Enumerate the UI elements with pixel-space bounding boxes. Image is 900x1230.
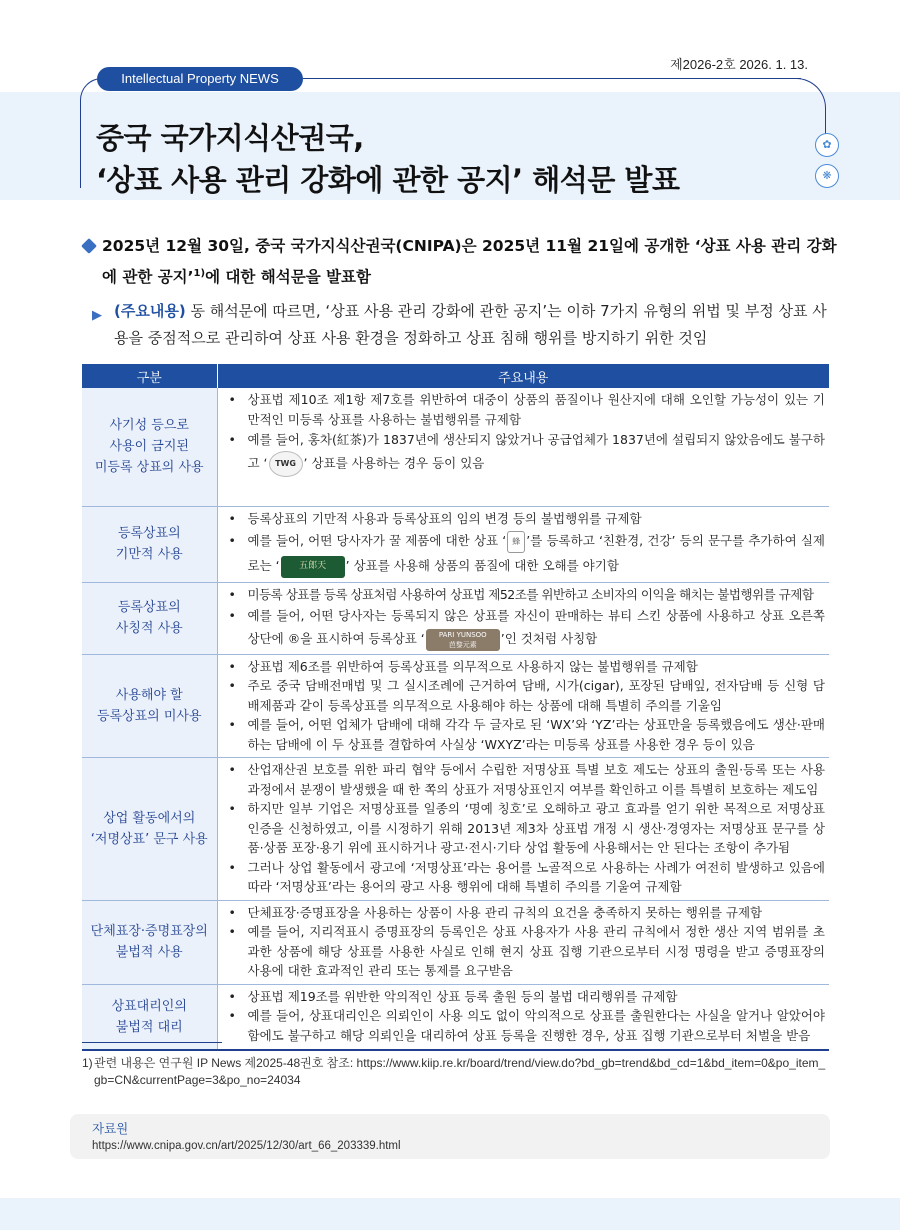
list-item: • 산업재산권 보호를 위한 파리 협약 등에서 수립한 저명상표 특별 보호 제도는 상표의 출원·등록 또는 사용 과정에서 분쟁이 발생했을 때 한 쪽의 상표가 저명상표인지 여부를 확인하고 이를 특별히 보호하는 제도임 [226,760,826,799]
category-label: 사기성 등으로 사용이 금지된 미등록 상표의 사용 [94,418,204,476]
category-label: 사용해야 할 등록상표의 미사용 [96,687,202,724]
table-row [82,984,829,1050]
frame-line-top [303,78,801,90]
list-item: • 하지만 일부 기업은 저명상표를 일종의 ‘명예 칭호’로 오해하고 광고 효과를 얻기 위한 목적으로 저명상표 인증을 신청하였고, 이를 시정하기 위해 2013년 제3차 상표법 개정 시 생산·경영자는 저명상표 문구를 상품·상품 포장·용기 위에 표시하거나 광고·전시·기타 상업 활동에 사용해서는 안 된다는 조항이 추가됨 [226,799,826,858]
category-label: 등록상표의 기만적 사용 [115,526,183,562]
footnote-text[interactable]: 관련 내용은 연구원 IP News 제2025-48권호 참조: https://www.kiip.re.kr/board/trend/view.do?bd_gb=trend&bd_cd=1&bd_item=0&po_item_gb=CN&currentPage=3&po_no=24034 [94,1056,826,1087]
newsletter-badge: Intellectual Property NEWS [97,67,303,91]
footer-band [0,1198,900,1230]
sub-paragraph [92,298,837,352]
green-trademark-image: 五郎天 [281,556,345,578]
category-label: 상업 활동에서의 ‘저명상표’ 문구 사용 [90,810,208,847]
footnote [82,1055,830,1089]
violation-types-table [82,364,829,1051]
list-item: • 상표법 제10조 제1항 제7호를 위반하여 대중이 상품의 품질이나 원산지에 대해 오인할 가능성이 있는 기만적인 미등록 상표를 사용하는 불법행위를 규제함 [226,390,826,429]
row-category [82,388,217,506]
row-category [82,984,217,1050]
lead-paragraph [82,233,842,291]
table-row [82,900,829,984]
row-category [82,506,217,582]
list-item: • 단체표장·증명표장을 사용하는 상품이 사용 관리 규칙의 요건을 충족하지 못하는 행위를 규제함 [226,903,826,923]
title-line-2: ‘상표 사용 관리 강화에 관한 공지’ 해석문 발표 [96,163,680,197]
list-item: • 예를 들어, 어떤 업체가 담배에 대해 각각 두 글자로 된 ‘WX’와 ‘YZ’라는 상표만을 등록했음에도 생산·판매하는 담배에 이 두 상표를 결합하여 사실상 ‘WXYZ’라는 미등록 상표를 사용한 경우 등이 있음 [226,715,826,754]
list-item: • 주로 중국 담배전매법 및 그 실시조례에 근거하여 담배, 시가(cigar), 포장된 담배잎, 전자담배 등 신형 담배제품과 같이 등록상표를 의무적으로 사용해야 하는 상품에 대해 특별히 주의를 기울임 [226,676,826,715]
category-label: 단체표장·증명표장의 불법적 사용 [90,924,208,960]
footnote-ref[interactable]: 1) [193,268,206,279]
list-item: • 상표법 제6조를 위반하여 등록상표를 의무적으로 사용하지 않는 불법행위를 규제함 [226,657,826,677]
sub-highlight: (주요내용) [114,302,186,320]
row-category [82,758,217,901]
twg-logo-image: TWG [269,451,303,477]
source-link[interactable]: https://www.cnipa.gov.cn/art/2025/12/30/art_66_203339.html [92,1140,401,1152]
list-item: • 예를 들어, 어떤 당사자가 꿀 제품에 대한 상표 ‘ 蜂 ’를 등록하고 ‘친환경, 건강’ 등의 문구를 추가하여 실제로는 ‘ 五郎天 ’ 상표를 사용해 상품의 품질에 대한 오해를 야기함 [226,528,826,578]
table-header-row [82,364,829,388]
network-icon: ❋ [815,164,839,188]
issue-info: 제2026-2호 2026. 1. 13. [670,57,808,72]
row-category [82,654,217,758]
list-item: • 그러나 상업 활동에서 광고에 ‘저명상표’라는 용어를 노골적으로 사용하는 사례가 여전히 발생하고 있음에 따라 ‘저명상표’라는 용어의 광고 사용 행위에 대해 특별히 주의를 기울여 규제함 [226,858,826,897]
triangle-bullet-icon: ▶ [92,308,102,323]
footnote-divider [82,1042,222,1043]
category-label: 상표대리인의 불법적 대리 [111,998,187,1035]
lead-text: 2025년 12월 30일, 중국 국가지식산권국(CNIPA)은 2025년 11월 21일에 공개한 ‘상표 사용 관리 강화에 관한 공지’ [102,237,837,287]
col-header-content: 주요내용 [217,364,829,388]
source-box [70,1114,830,1159]
table-row [82,582,829,654]
col-header-category: 구분 [82,364,217,388]
list-item: • 상표법 제19조를 위반한 악의적인 상표 등록 출원 등의 불법 대리행위를 규제함 [226,987,826,1007]
list-item: • 예를 들어, 어떤 당사자는 등록되지 않은 상표를 자신이 판매하는 뷰티 스킨 상품에 사용하고 상표 오른쪽 상단에 ®을 표시하여 등록상표 ‘ PARI YUNSOO 芭黎元素 ’인 것처럼 사칭함 [226,604,826,651]
row-category [82,900,217,984]
table-row [82,388,829,506]
lead-text-end: 에 대한 해석문을 발표함 [205,268,371,287]
source-label: 자료원 [92,1122,129,1136]
page-title [96,117,679,201]
list-item: • 미등록 상표를 등록 상표처럼 사용하여 상표법 제52조를 위반하고 소비자의 이익을 해치는 불법행위를 규제함 [226,585,826,605]
pari-yunsoo-logo-image: PARI YUNSOO 芭黎元素 [426,629,500,651]
table-row [82,654,829,758]
title-line-1: 중국 국가지식산권국, [96,121,364,155]
cube-bullet-icon [81,238,97,254]
list-item: • 예를 들어, 지리적표시 증명표장의 등록인은 상표 사용자가 사용 관리 규칙에서 정한 생산 지역 범위를 초과한 상품에 해당 상표를 사용한 사실로 인해 현지 상표 집행 기관으로부터 시정 명령을 받고 증명표장의 사용에 대한 효과적인 관리 또는 통제를 요구받음 [226,922,826,981]
list-item: • 등록상표의 기만적 사용과 등록상표의 임의 변경 등의 불법행위를 규제함 [226,509,826,529]
list-item: • 예를 들어, 상표대리인은 의뢰인이 사용 의도 없이 악의적으로 상표를 출원한다는 사실을 알거나 알았어야 함에도 불구하고 해당 의뢰인을 대리하여 상표 등록을 진행한 경우, 상표 집행 기관으로부터 처벌을 받음 [226,1006,826,1045]
table-row [82,758,829,901]
category-label: 등록상표의 사칭적 사용 [115,600,183,636]
list-item: • 예를 들어, 홍차(紅茶)가 1837년에 생산되지 않았거나 공급업체가 1837년에 설립되지 않았음에도 불구하고 ‘ TWG ’ 상표를 사용하는 경우 등이 있음 [226,429,826,477]
people-icon: ✿ [815,133,839,157]
footnote-number: 1) [82,1056,93,1070]
sub-text: 동 해석문에 따르면, ‘상표 사용 관리 강화에 관한 공지’는 이하 7가지 유형의 위법 및 부정 상표 사용을 중점적으로 관리하여 상표 사용 환경을 정화하고 상표 침해 행위를 방지하기 위한 것임 [114,302,827,347]
honey-trademark-image: 蜂 [507,531,525,553]
row-category [82,582,217,654]
table-row [82,506,829,582]
